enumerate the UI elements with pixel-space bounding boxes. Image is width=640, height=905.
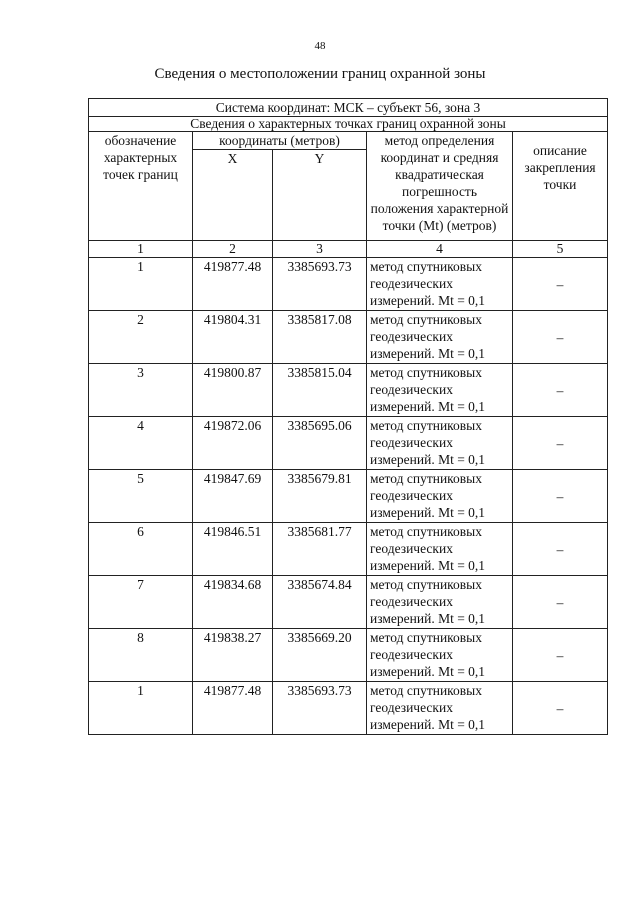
header-fixing: описание закрепления точки [513,132,608,241]
point-label: 7 [89,576,193,629]
point-label: 1 [89,258,193,311]
method-description: метод спутниковых геодезических измерений. Mt = 0,1 [367,258,513,311]
header-method: метод определения координат и средняя квадратическая погрешность положения характерной точки (Mt) (метров) [367,132,513,241]
fixing-description: – [513,629,608,682]
table-row [89,417,608,470]
column-number: 4 [367,241,513,258]
header-coordinates: координаты (метров) [193,132,367,150]
header-x: X [193,150,273,241]
points-info-row [89,117,608,132]
point-label: 6 [89,523,193,576]
point-label: 3 [89,364,193,417]
fixing-description: – [513,417,608,470]
column-number: 2 [193,241,273,258]
y-coordinate: 3385693.73 [273,682,367,735]
method-description: метод спутниковых геодезических измерений. Mt = 0,1 [367,523,513,576]
header-designation: обозначение характерных точек границ [89,132,193,241]
y-coordinate: 3385693.73 [273,258,367,311]
fixing-description: – [513,470,608,523]
method-description: метод спутниковых геодезических измерений. Mt = 0,1 [367,682,513,735]
y-coordinate: 3385817.08 [273,311,367,364]
method-description: метод спутниковых геодезических измерений. Mt = 0,1 [367,629,513,682]
document-title: Сведения о местоположении границ охранной зоны [154,66,486,82]
y-coordinate: 3385674.84 [273,576,367,629]
x-coordinate: 419800.87 [193,364,273,417]
column-number: 1 [89,241,193,258]
fixing-description: – [513,311,608,364]
column-number: 5 [513,241,608,258]
y-coordinate: 3385815.04 [273,364,367,417]
method-description: метод спутниковых геодезических измерений. Mt = 0,1 [367,364,513,417]
x-coordinate: 419804.31 [193,311,273,364]
fixing-description: – [513,682,608,735]
method-description: метод спутниковых геодезических измерений. Mt = 0,1 [367,417,513,470]
x-coordinate: 419838.27 [193,629,273,682]
point-label: 5 [89,470,193,523]
method-description: метод спутниковых геодезических измерений. Mt = 0,1 [367,470,513,523]
table-row [89,364,608,417]
x-coordinate: 419846.51 [193,523,273,576]
points-info-label: Сведения о характерных точках границ охранной зоны [89,117,608,132]
table-row [89,470,608,523]
fixing-description: – [513,364,608,417]
method-description: метод спутниковых геодезических измерений. Mt = 0,1 [367,576,513,629]
y-coordinate: 3385695.06 [273,417,367,470]
page-number: 48 [314,40,326,52]
column-number: 3 [273,241,367,258]
x-coordinate: 419834.68 [193,576,273,629]
table-row [89,311,608,364]
boundary-points-table [88,98,608,735]
coordinate-system-row [89,99,608,117]
point-label: 8 [89,629,193,682]
table-row [89,523,608,576]
y-coordinate: 3385679.81 [273,470,367,523]
header-row [89,132,608,150]
header-y: Y [273,150,367,241]
coordinate-system-label: Система координат: МСК – субъект 56, зона 3 [89,99,608,117]
y-coordinate: 3385681.77 [273,523,367,576]
fixing-description: – [513,576,608,629]
table-row [89,258,608,311]
x-coordinate: 419877.48 [193,682,273,735]
method-description: метод спутниковых геодезических измерений. Mt = 0,1 [367,311,513,364]
fixing-description: – [513,523,608,576]
x-coordinate: 419872.06 [193,417,273,470]
x-coordinate: 419877.48 [193,258,273,311]
point-label: 4 [89,417,193,470]
point-label: 1 [89,682,193,735]
table-row [89,629,608,682]
fixing-description: – [513,258,608,311]
table-row [89,576,608,629]
table-row [89,682,608,735]
column-numbers-row [89,241,608,258]
point-label: 2 [89,311,193,364]
y-coordinate: 3385669.20 [273,629,367,682]
x-coordinate: 419847.69 [193,470,273,523]
